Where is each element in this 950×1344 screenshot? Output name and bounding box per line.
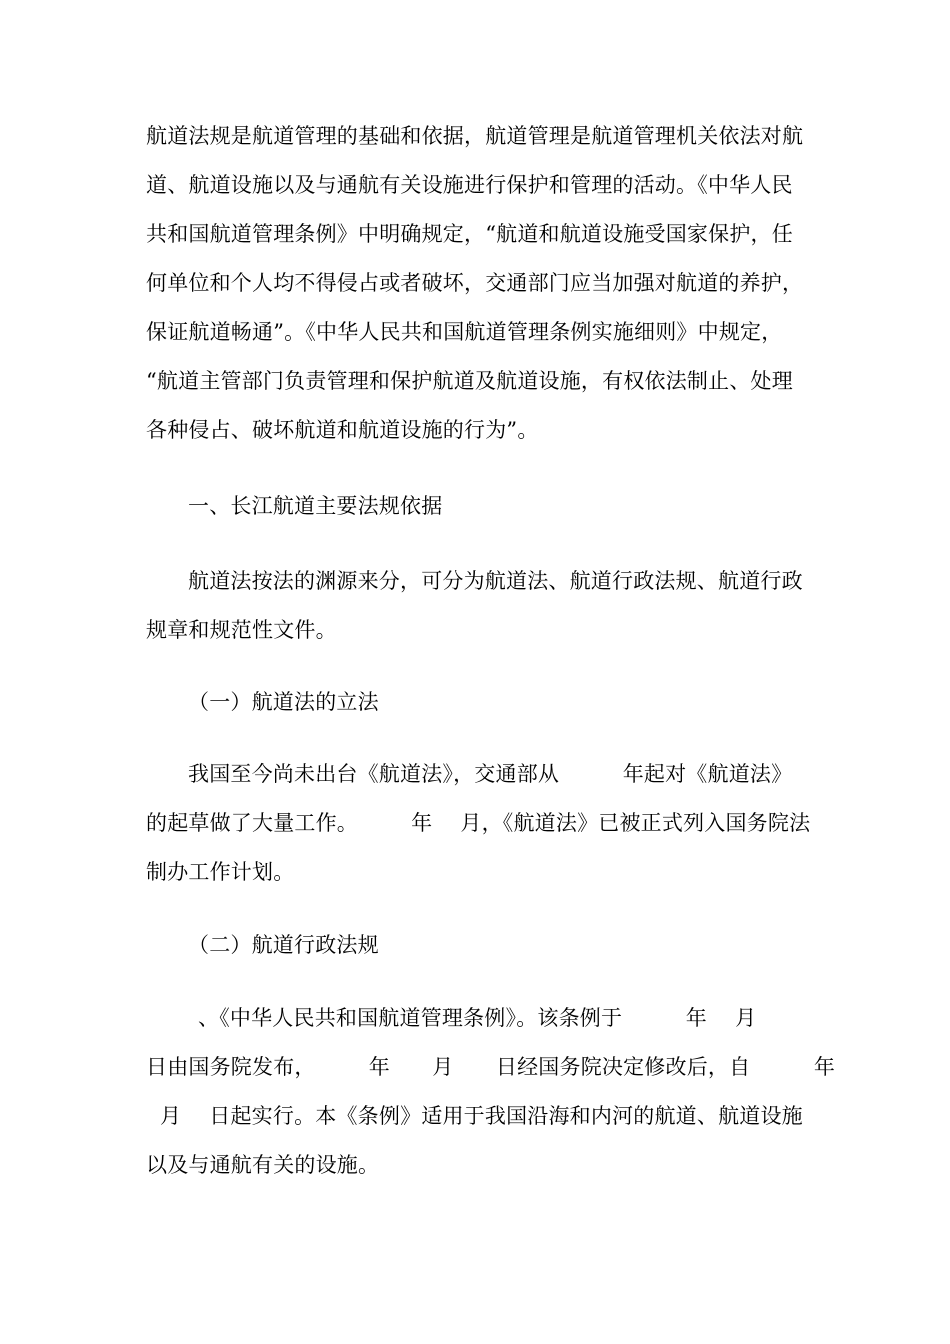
paragraph-1-line-3: 共和国航道管理条例》中明确规定，“航道和航道设施受国家保护，任 bbox=[146, 222, 793, 246]
paragraph-4-line-2: 日由国务院发布， 年 月 日经国务院决定修改后，自 年 bbox=[146, 1055, 836, 1079]
paragraph-1-line-4: 何单位和个人均不得侵占或者破坏，交通部门应当加强对航道的养护， bbox=[146, 271, 804, 295]
paragraph-4-line-4: 以及与通航有关的设施。 bbox=[146, 1153, 380, 1177]
paragraph-4-line-1: 、《中华人民共和国航道管理条例》。该条例于 年 月 bbox=[198, 1006, 757, 1030]
paragraph-1-line-7: 各种侵占、破坏航道和航道设施的行为”。 bbox=[146, 418, 539, 442]
paragraph-1-line-6: “航道主管部门负责管理和保护航道及航道设施，有权依法制止、处理 bbox=[146, 369, 793, 393]
section-heading-2: （一）航道法的立法 bbox=[188, 690, 379, 714]
paragraph-3-line-2: 的起草做了大量工作。 年 月，《航道法》已被正式列入国务院法 bbox=[146, 811, 811, 835]
section-heading-1: 一、长江航道主要法规依据 bbox=[188, 494, 443, 518]
paragraph-1-line-1: 航道法规是航道管理的基础和依据，航道管理是航道管理机关依法对航 bbox=[146, 124, 804, 148]
paragraph-3-line-3: 制办工作计划。 bbox=[146, 860, 295, 884]
paragraph-4-line-3: 月 日起实行。本《条例》适用于我国沿海和内河的航道、航道设施 bbox=[160, 1104, 803, 1128]
paragraph-3-line-1: 我国至今尚未出台《航道法》，交通部从 年起对《航道法》 bbox=[188, 762, 793, 786]
section-heading-3: （二）航道行政法规 bbox=[188, 933, 379, 957]
paragraph-1-line-2: 道、航道设施以及与通航有关设施进行保护和管理的活动。《中华人民 bbox=[146, 173, 793, 197]
paragraph-2-line-1: 航道法按法的渊源来分，可分为航道法、航道行政法规、航道行政 bbox=[188, 569, 803, 593]
paragraph-1-line-5: 保证航道畅通”。《中华人民共和国航道管理条例实施细则》中规定， bbox=[146, 320, 783, 344]
paragraph-2-line-2: 规章和规范性文件。 bbox=[146, 618, 337, 642]
